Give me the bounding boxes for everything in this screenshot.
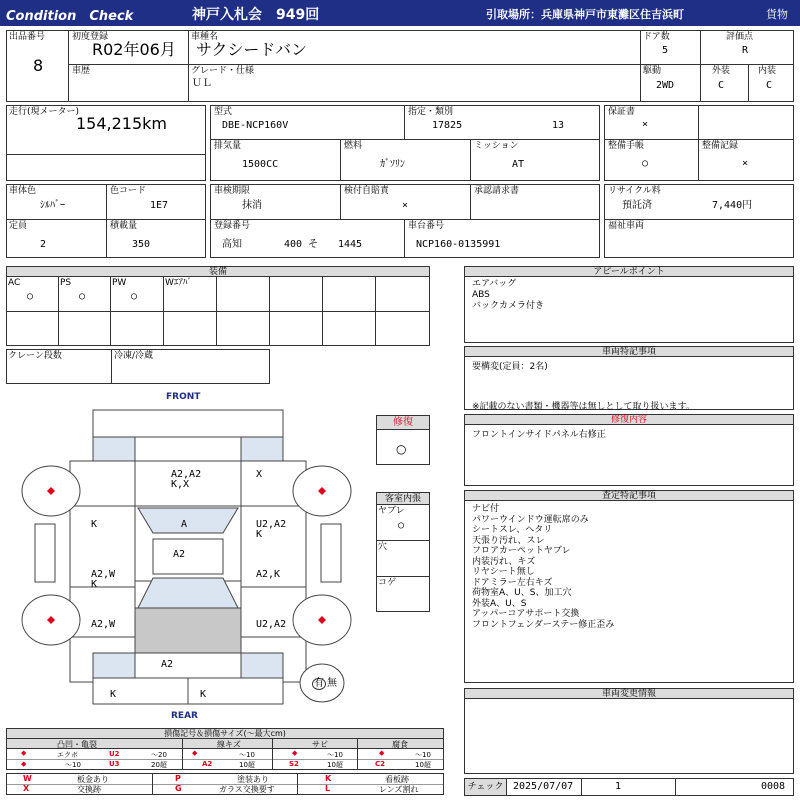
assessment-line: フロアカーペットヤブレ [472, 546, 571, 556]
legend-corrosion-s1: 〜10 [415, 751, 431, 759]
appeal-line: バックカメラ付き [472, 301, 545, 311]
drive-value: 2WD [656, 80, 675, 91]
inspection-value: 抹消 [242, 200, 262, 211]
model-label: 型式 [214, 107, 233, 117]
mark-left-rear-door: A2,W K [91, 569, 116, 590]
legend-rust-s2: 10超 [327, 761, 343, 769]
check-row [464, 778, 794, 796]
legend-dent-k1: U2 [109, 750, 120, 758]
mark-left-front-door: K [91, 519, 98, 530]
equip-pw-value: ○ [131, 291, 138, 302]
mark-right-front-door: U2,A2 K [256, 519, 287, 540]
mark-windshield: A [181, 519, 188, 530]
reg-no-class: 400 そ [284, 239, 319, 250]
legend-scratch-k2: A2 [202, 760, 213, 768]
code-g-desc: ガラス交換要す [219, 785, 275, 794]
assessment-title: 査定特記事項 [465, 491, 793, 501]
changes-panel [464, 688, 794, 774]
assessment-line: フロントフェンダーステー修正歪み [472, 619, 615, 630]
code-w-desc: 板金あり [77, 775, 109, 784]
repair-title: 修復 [377, 416, 429, 430]
assessment-line: 荷物室A、U、S、加工穴 [472, 588, 572, 598]
designation-value: 17825 [432, 120, 463, 131]
check-num2: 0008 [761, 781, 786, 792]
insurance-value: × [402, 200, 409, 211]
code-p: P [175, 774, 181, 783]
inspection-label: 車検期限 [214, 186, 251, 196]
repair-detail-panel [464, 414, 794, 486]
service-book-label: 整備手帳 [608, 141, 645, 151]
reg-no-label: 登録番号 [214, 221, 251, 231]
legend-group-rust: サビ [312, 740, 328, 749]
designation-label: 指定・類別 [408, 107, 454, 117]
assessment-line: シートスレ、ヘタリ [472, 525, 553, 535]
special-title: 車両特記事項 [465, 347, 793, 357]
grade-label: グレード・仕様 [191, 66, 255, 76]
cabin-koge-label: コゲ [378, 578, 397, 588]
cabin-ana-label: 穴 [378, 542, 388, 552]
front-label: FRONT [166, 392, 201, 402]
legend-dent-s1: 〜20 [151, 751, 167, 759]
recycle-value: 7,440円 [712, 200, 753, 211]
assessment-line: ナビ付 [472, 504, 500, 514]
code-l: L [325, 784, 331, 793]
equip-ps-value: ○ [79, 291, 86, 302]
legend-corrosion-s2: 10超 [415, 761, 431, 769]
code-k-desc: 看板跡 [385, 775, 409, 784]
appeal-panel [464, 266, 794, 343]
header-bar [0, 0, 800, 26]
check-label: チェック [465, 779, 507, 795]
mark-bumper-left: K [110, 689, 117, 700]
load-value: 350 [132, 239, 151, 250]
doors-label: ドア数 [643, 32, 670, 42]
equip-ac-label: AC [8, 278, 21, 288]
first-reg-value: R02年06月 [92, 40, 176, 59]
legend-group-corrosion: 腐食 [392, 740, 408, 749]
mark-bumper-right: K [200, 689, 207, 700]
equip-wairbag-label: Wｴｱﾊﾞ [165, 278, 192, 288]
reg-no-number: 1445 [338, 239, 363, 250]
registration-block [210, 184, 600, 258]
legend-corrosion-k2: C2 [375, 760, 386, 768]
insurance-label: 検付自賠責 [344, 186, 390, 196]
mark-roof-front: A2,A2 K,X [171, 469, 202, 490]
chassis-value: NCP160-0135991 [416, 239, 501, 250]
code-g: G [175, 784, 182, 793]
recycle-label: リサイクル料 [608, 186, 661, 196]
assessment-line: ドアミラー左右キズ [472, 577, 553, 588]
special-line: 要構変(定員：2名) [472, 362, 548, 372]
assessment-line: 内装汚れ、キズ [472, 556, 536, 567]
legend-block: 損傷記号＆損傷サイズ(〜最大cm) 凸凹・亀裂 線キズ サビ 腐食 ◆ エクボ U2 〜20 ◆ 〜10 U3 20超 ◆ A2 〜10 10超 ◆ S2 〜10 10超 ◆ C2 〜10 10超 [6, 728, 444, 770]
mileage-value: 154,215km [76, 114, 168, 133]
crane-label: クレーン段数 [8, 351, 62, 361]
score-value: R [742, 45, 749, 56]
assessment-line: パワーウインドウ運転席のみ [472, 514, 589, 525]
freezer-label: 冷凍/冷蔵 [114, 351, 154, 361]
model-value: DBE-NCP160V [222, 120, 289, 131]
repair-box [376, 415, 430, 465]
repair-detail-title: 修復内容 [465, 415, 793, 425]
mark-right-rear-door: A2,K [256, 569, 281, 580]
equip-ac-value: ○ [27, 291, 34, 302]
interior-value: C [766, 80, 773, 91]
first-reg-label: 初度登録 [72, 32, 109, 42]
doors-value: 5 [662, 45, 669, 56]
color-value: ｼﾙﾊﾞｰ [40, 200, 65, 211]
service-book-value: ○ [642, 158, 649, 169]
legend-scratch-s1: 〜10 [239, 751, 255, 759]
appeal-title: アピールポイント [465, 267, 793, 277]
capacity-value: 2 [40, 239, 47, 250]
check-date: 2025/07/07 [513, 781, 574, 792]
displacement-value: 1500CC [242, 159, 279, 170]
chassis-label: 車台番号 [408, 221, 445, 231]
equip-ps-label: PS [60, 278, 72, 288]
legend-group-dent: 凸凹・亀裂 [57, 740, 97, 749]
spare-tire-has: 有 [314, 678, 324, 689]
assessment-line: 外装A、U、S [472, 598, 527, 609]
car-name-value: サクシードバン [196, 40, 308, 59]
assessment-line: リヤシート無し [472, 567, 535, 577]
displacement-label: 排気量 [214, 141, 242, 151]
cabin-title: 客室内張 [377, 493, 429, 505]
score-label: 評価点 [726, 32, 754, 42]
color-code-label: 色コード [110, 186, 147, 196]
appeal-line: ABS [472, 290, 490, 300]
approval-label: 承認請求書 [474, 186, 520, 196]
color-label: 車体色 [9, 186, 37, 196]
code-p-desc: 塗装あり [237, 775, 269, 784]
warranty-value: × [642, 119, 649, 130]
reg-no-area: 高知 [222, 239, 242, 250]
legend-rust-s1: 〜10 [327, 751, 343, 759]
mark-roof: A2 [173, 549, 186, 560]
mileage-label: 走行(現メーター) [9, 107, 80, 117]
mission-value: AT [512, 159, 525, 170]
warranty-label: 保証書 [608, 107, 636, 117]
service-record-value: × [742, 158, 749, 169]
equip-pw-label: PW [112, 278, 127, 288]
drive-label: 駆動 [643, 66, 662, 76]
appeal-line: エアバッグ [472, 279, 517, 289]
welfare-label: 福祉車両 [608, 221, 645, 231]
assessment-panel [464, 490, 794, 683]
exterior-value: C [718, 80, 725, 91]
car-diagram [20, 400, 360, 710]
mark-right-front: X [256, 469, 263, 480]
brand-title: Condition Check [6, 9, 134, 24]
legend-rust-k2: S2 [289, 760, 299, 768]
car-name-label: 車種名 [191, 32, 219, 42]
equipment-title: 装備 [7, 267, 429, 277]
fuel-label: 燃料 [344, 141, 363, 151]
codes-block [6, 773, 444, 795]
code-x: X [23, 784, 30, 793]
capacity-label: 定員 [9, 221, 28, 231]
assessment-line: 天張り汚れ、スレ [472, 535, 545, 546]
lot-label: 出品番号 [9, 32, 46, 42]
vehicle-category: 貨物 [766, 8, 788, 21]
code-w: W [23, 774, 32, 783]
legend-dent-c2: 〜10 [65, 761, 81, 769]
legend-group-scratch: 線キズ [217, 740, 241, 749]
code-k: K [325, 774, 332, 783]
service-record-label: 整備記録 [702, 141, 739, 151]
interior-label: 内装 [758, 66, 777, 76]
special-panel [464, 346, 794, 410]
rear-label: REAR [171, 711, 198, 721]
repair-value: ○ [396, 442, 407, 456]
special-note: ※記載のない書類・機器等は無しとして取り扱います。 [472, 402, 695, 412]
grade-value: ＵＬ [192, 78, 212, 89]
legend-title: 損傷記号＆損傷サイズ(〜最大cm) [7, 729, 443, 739]
legend-dent-c1: エクボ [57, 751, 78, 759]
check-num1: 1 [615, 781, 622, 792]
recycle-status: 預託済 [622, 200, 652, 211]
legend-dent-k2: U3 [109, 760, 120, 768]
spare-tire-none: 無 [327, 678, 337, 689]
color-code-value: 1E7 [150, 200, 169, 211]
legend-dent-s2: 20超 [151, 761, 167, 769]
fuel-value: ｶﾞｿﾘﾝ [380, 159, 405, 170]
cabin-yabure-value: ○ [398, 520, 405, 531]
pickup-location: 引取場所：兵庫県神戸市東灘区住吉浜町 [486, 8, 684, 21]
lot-number: 8 [33, 56, 44, 75]
mission-label: ミッション [474, 141, 519, 151]
category-value: 13 [552, 120, 565, 131]
assessment-line: アッパーコアサポート交換 [472, 609, 580, 619]
load-label: 積載量 [110, 221, 138, 231]
auction-title: 神戸入札会 949回 [192, 7, 320, 23]
legend-scratch-s2: 10超 [239, 761, 255, 769]
mark-right-quarter: U2,A2 [256, 619, 287, 630]
changes-title: 車両変更情報 [465, 689, 793, 699]
cabin-yabure-label: ヤブレ [378, 506, 405, 516]
history-label: 車歴 [72, 66, 91, 76]
code-x-desc: 交換跡 [77, 785, 101, 794]
repair-detail-line: フロントインサイドパネル右修正 [472, 430, 606, 440]
mark-left-quarter: A2,W [91, 619, 116, 630]
exterior-label: 外装 [712, 66, 731, 76]
mark-rear-panel: A2 [161, 659, 174, 670]
code-l-desc: レンズ割れ [379, 785, 419, 794]
